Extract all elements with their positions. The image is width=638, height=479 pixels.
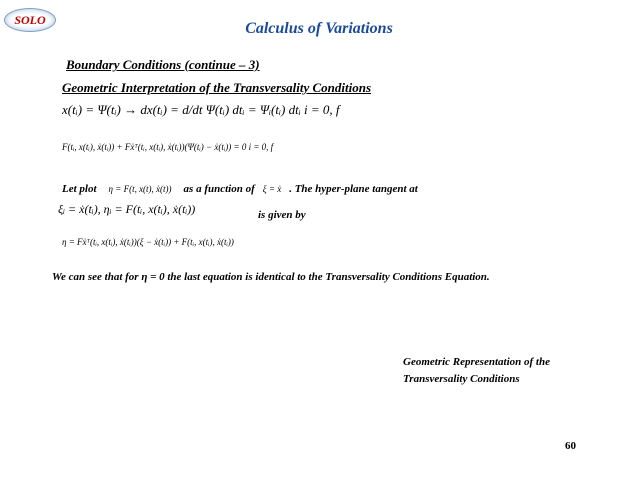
solo-logo: SOLO	[4, 8, 56, 32]
section-subtitle: Boundary Conditions (continue – 3)	[66, 57, 260, 72]
figure-caption-line2: Transversality Conditions	[403, 373, 520, 385]
page-number: 60	[565, 440, 576, 452]
tangent-suffix: is given by	[258, 209, 306, 221]
equation-tangent-point: ξᵢ = ẋ(tᵢ), ηᵢ = F(tᵢ, x(tᵢ), ẋ(tᵢ))	[58, 202, 196, 216]
plot-prefix: Let plot	[62, 183, 97, 195]
plot-statement	[62, 179, 418, 197]
section-heading: Geometric Interpretation of the Transversality Conditions	[62, 80, 372, 95]
equation-boundary: x(tᵢ) = Ψ(tᵢ) → dx(tᵢ) = d/dt Ψ(tᵢ) dtᵢ = Ψᵢ(tᵢ) dtᵢ i = 0, f	[62, 102, 340, 117]
plot-equation: η = F(t, x(t), ẋ(t))	[108, 184, 172, 194]
plot-middle: as a function of	[183, 183, 255, 195]
figure-caption-line1: Geometric Representation of the	[403, 356, 550, 368]
equation-hyperplane: η = Fẋᵀ(tᵢ, x(tᵢ), ẋ(tᵢ))(ξ − ẋ(tᵢ)) + F(tᵢ, x(tᵢ), ẋ(tᵢ))	[62, 237, 234, 247]
plot-suffix: . The hyper-plane tangent at	[289, 183, 418, 195]
plot-xi: ξ = ẋ	[262, 184, 282, 194]
figure-caption	[403, 354, 550, 388]
slide-title: Calculus of Variations	[245, 20, 393, 37]
conclusion-note: We can see that for η = 0 the last equation is identical to the Transversality Conditions Equation.	[52, 271, 490, 283]
equation-transversality: F(tᵢ, x(tᵢ), ẋ(tᵢ)) + Fẋᵀ(tᵢ, x(tᵢ), ẋ(tᵢ))(Ψ(tᵢ) − ẋ(tᵢ)) = 0 i = 0, f	[62, 142, 274, 152]
